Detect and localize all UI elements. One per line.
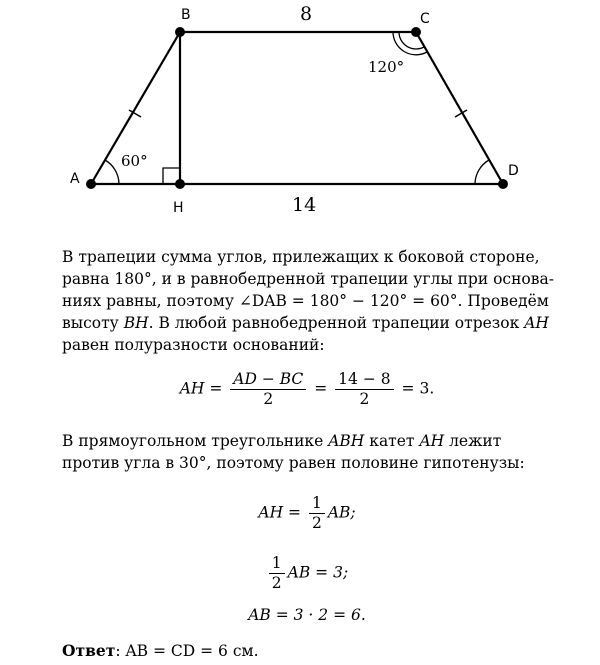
vertex-d — [498, 179, 508, 189]
fraction-ad-bc: $\frac{AD - BC}{2}$ — [230, 370, 306, 409]
label-h: H — [173, 200, 184, 216]
fraction-one-half-2: $\frac{1}{2}$ — [269, 554, 285, 593]
vertex-b — [175, 27, 185, 37]
label-base-bc: 8 — [300, 3, 313, 25]
vertex-h — [175, 179, 185, 189]
para2-line1: В прямоугольном треугольнике ABH катет AH лежит — [62, 432, 502, 450]
vertex-a — [86, 179, 96, 189]
answer-line — [62, 640, 552, 662]
label-d: D — [508, 163, 519, 179]
equation-ah-half-difference: AH = $\frac{AD - BC}{2}$ = $\frac{14 - 8}{2}$ = 3. — [179, 370, 435, 408]
answer-text: : AB = CD = 6 см. — [115, 642, 259, 660]
para1-line2: равна 180°, и в равнобедренной трапеции углы при основа- — [62, 270, 554, 288]
para1-line4: высоту BH. В любой равнобедренной трапеции отрезок AH — [62, 314, 549, 332]
equation-ah-half-ab: AH = $\frac{1}{2}$ AB; — [258, 494, 356, 532]
fraction-14-8: $\frac{14 - 8}{2}$ — [335, 370, 393, 409]
fraction-one-half: $\frac{1}{2}$ — [309, 494, 325, 533]
label-base-ad: 14 — [292, 194, 317, 216]
side-cd — [416, 32, 503, 184]
angle-arc-d — [475, 160, 489, 184]
label-b: B — [181, 7, 191, 23]
equation-ab-6: AB = 3 · 2 = 6. — [248, 606, 366, 624]
vertex-c — [411, 27, 421, 37]
para1-line1: В трапеции сумма углов, прилежащих к боковой стороне, — [62, 248, 540, 266]
label-a: A — [70, 171, 80, 187]
label-angle-a: 60° — [121, 152, 148, 170]
para1-line5: равен полуразности оснований: — [62, 336, 325, 354]
para2-line2: против угла в 30°, поэтому равен половине гипотенузы: — [62, 454, 525, 472]
label-angle-c: 120° — [368, 58, 405, 76]
trapezoid-figure — [0, 0, 600, 240]
angle-arc-a — [105, 160, 119, 184]
equation-half-ab-3: $\frac{1}{2}$ AB = 3; — [62, 554, 552, 593]
para1-line3: ниях равны, поэтому ∠DAB = 180° − 120° = 60°. Проведём — [62, 292, 549, 310]
answer-label: Ответ — [62, 641, 116, 660]
label-c: C — [420, 11, 430, 27]
